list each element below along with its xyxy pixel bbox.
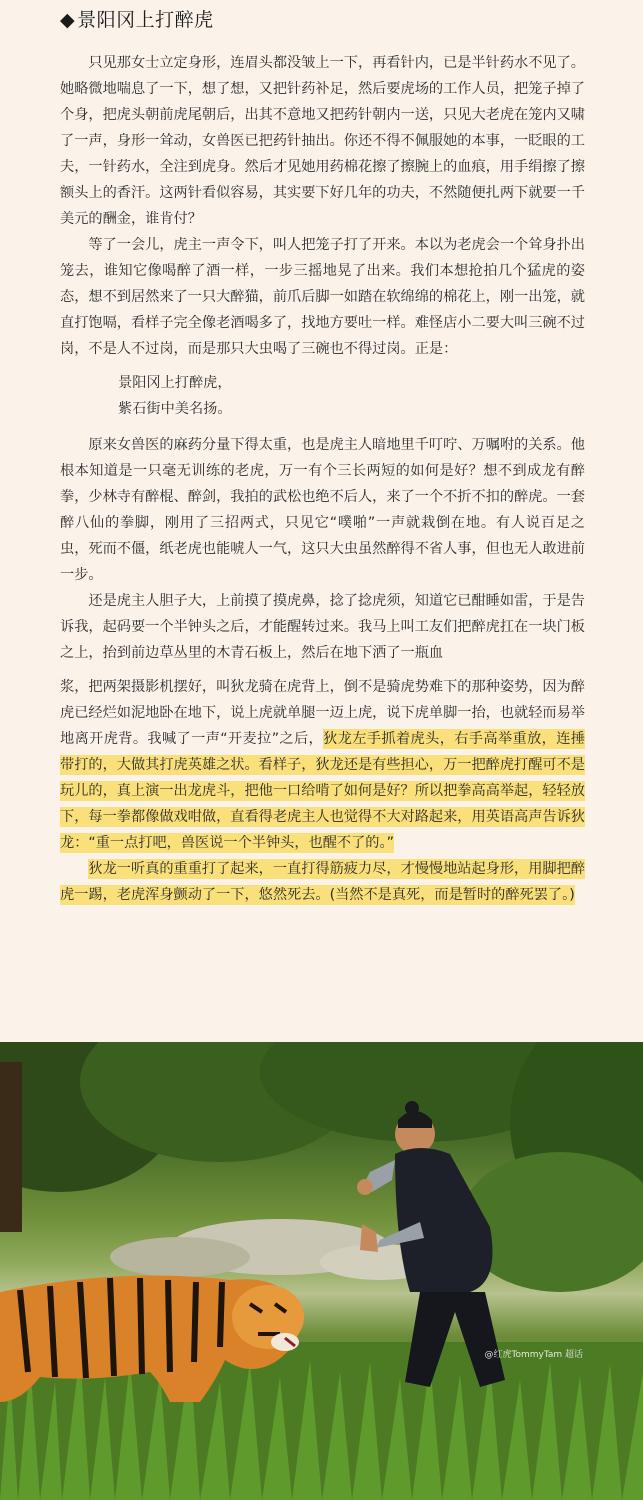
title-text: 景阳冈上打醉虎 <box>77 9 214 31</box>
article-title <box>60 6 214 34</box>
paragraph-4a: 还是虎主人胆子大，上前摸了摸虎鼻，捻了捻虎须，知道它已酣睡如雷，于是告诉我，起码要一个半钟头之后，才能醒转过来。我马上叫工友们把醉虎扛在一块门板之上，抬到前边草丛里的木青石板上，然后在地下洒了一瓶血 <box>60 593 585 661</box>
poem-line-1: 景阳冈上打醉虎， <box>118 375 232 391</box>
poem-line-2: 紫石街中美名扬。 <box>118 401 232 417</box>
paragraph-1: 只见那女士立定身形，连眉头都没皱上一下，再看针内，已是半针药水不见了。她略微地喘息了一下，想了想，又把针药补足，然后要虎场的工作人员，把笼子掉了个身，把虎头朝前虎尾朝后，出其不意地又把药针朝内一送，只见大老虎在笼内又啸了一声，身形一耸动，女兽医已把药针抽出。你还不得不佩服她的本事，一眨眼的工夫，一针药水，全注到虎身。然后才见她用药棉花擦了擦腕上的血痕，用手绢擦了擦额头上的香汗。这两针看似容易，其实要下好几年的功夫，不然随便扎两下就要一千美元的酬金，谁肯付？ <box>60 55 585 227</box>
diamond-bullet-icon: ◆ <box>60 9 76 31</box>
photo-illustration <box>0 1042 643 1500</box>
photo-watermark: @红虎TommyTam 超话 <box>484 1350 583 1360</box>
page-break-gap <box>60 666 585 674</box>
article-body <box>60 50 585 908</box>
highlighted-passage-2: 狄龙一听真的重重打了起来，一直打得筋疲力尽，才慢慢地站起身形，用脚把醉虎一踢，老虎浑身颤动了一下，悠然死去。(当然不是真死，而是暂时的醉死罢了。) <box>60 861 585 903</box>
paragraph-4b-text: 浆，把两架摄影机摆好，叫狄龙骑在虎背上，倒不是骑虎势难下的那种姿势，因为醉虎已经烂如泥地卧在地下，说上虎就单腿一迈上虎，说下虎单脚一抬，也就轻而易举地离开虎背。我喊了一声“开麦拉”之后， <box>60 679 585 747</box>
paragraph-4b <box>60 674 585 856</box>
paragraph-2: 等了一会儿，虎主一声令下，叫人把笼子打了开来。本以为老虎会一个耸身扑出笼去，谁知它像喝醉了酒一样，一步三摇地晃了出来。我们本想抢拍几个猛虎的姿态，想不到居然来了一只大醉猫，前爪后脚一如踏在软绵绵的棉花上，刚一出笼，就直打饱嗝，看样子完全像老酒喝多了，找地方要吐一样。难怪店小二要大叫三碗不过岗，不是人不过岗，而是那只大虫喝了三碗也不得过岗。正是： <box>60 237 585 357</box>
paragraph-5 <box>60 856 585 908</box>
highlighted-passage-1: 狄龙左手抓着虎头，右手高举重放，连捶带打的，大做其打虎英雄之状。看样子，狄龙还是有些担心，万一把醉虎打醒可不是玩儿的，真上演一出龙虎斗，把他一口给啃了如何是好？所以把拳高高举起，轻轻放下，每一拳都像做戏咁做，直看得老虎主人也觉得不大对路起来，用英语高声告诉狄龙：“重一点打吧，兽医说一个半钟头，也醒不了的。” <box>60 731 585 851</box>
paragraph-3: 原来女兽医的麻药分量下得太重，也是虎主人暗地里千叮咛、万嘱咐的关系。他根本知道是一只毫无训练的老虎，万一有个三长两短的如何是好？想不到成龙有醉拳，少林寺有醉棍、醉剑，我拍的武松也绝不后人，来了一个不折不扣的醉虎。一套醉八仙的拳脚，刚用了三招两式，只见它“噗啪”一声就栽倒在地。有人说百足之虫，死而不僵，纸老虎也能唬人一气，这只大虫虽然醉得不省人事，但也无人敢进前一步。 <box>60 437 585 583</box>
film-still-photo <box>0 1042 643 1500</box>
poem <box>60 370 585 422</box>
